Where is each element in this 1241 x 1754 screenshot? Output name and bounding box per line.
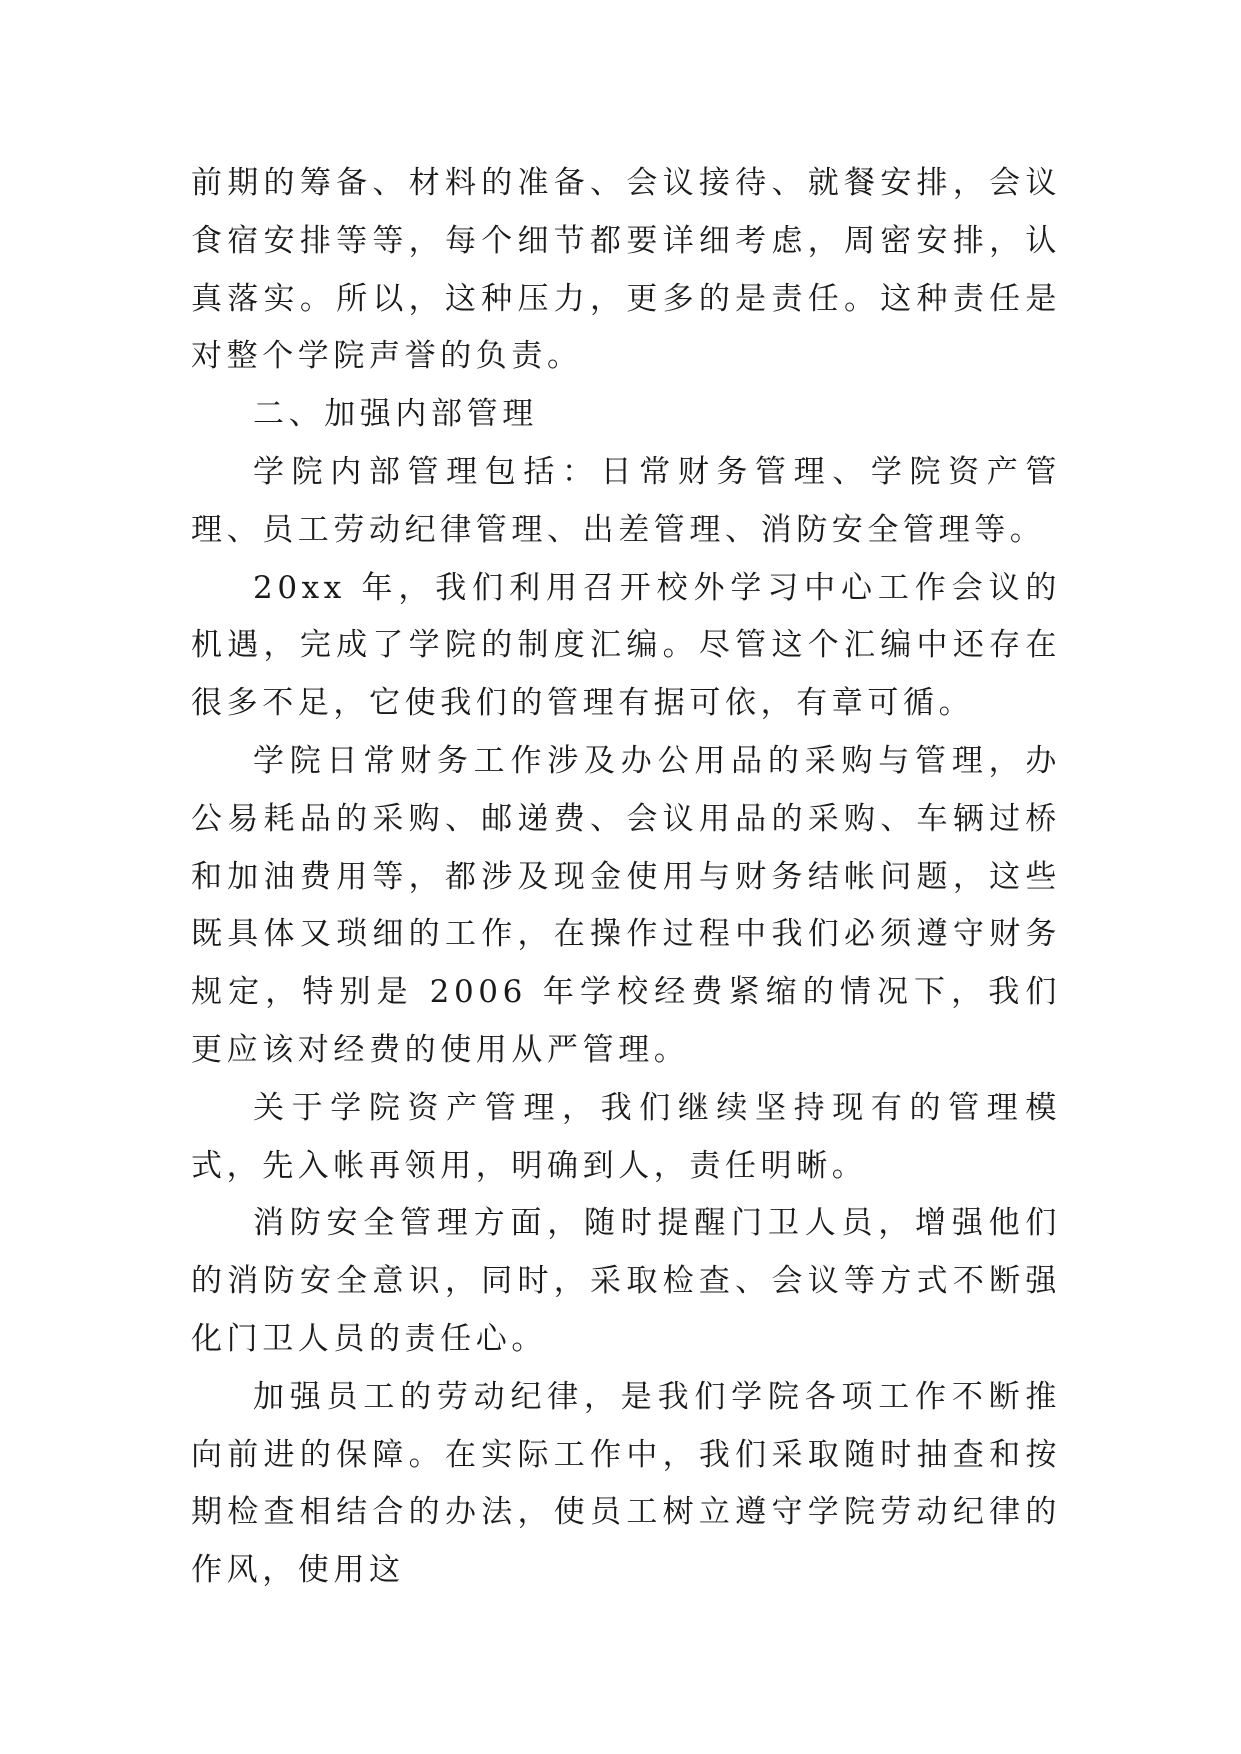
paragraph: 加强员工的劳动纪律，是我们学院各项工作不断推向前进的保障。在实际工作中，我们采取随时抽查和按期检查相结合的办法，使员工树立遵守学院劳动纪律的作风，使用这 <box>191 1378 1061 1589</box>
paragraph: 关于学院资产管理，我们继续坚持现有的管理模式，先入帐再领用，明确到人，责任明晰。 <box>191 1089 1061 1184</box>
paragraph: 学院内部管理包括：日常财务管理、学院资产管理、员工劳动纪律管理、出差管理、消防安全管理等。 <box>191 453 1061 548</box>
document-body <box>191 155 1061 1600</box>
paragraph: 消防安全管理方面，随时提醒门卫人员，增强他们的消防安全意识，同时，采取检查、会议等方式不断强化门卫人员的责任心。 <box>191 1205 1061 1357</box>
paragraph: 20xx 年，我们利用召开校外学习中心工作会议的机遇，完成了学院的制度汇编。尽管这个汇编中还存在很多不足，它使我们的管理有据可依，有章可循。 <box>191 569 1061 722</box>
paragraph-continuation: 前期的筹备、材料的准备、会议接待、就餐安排，会议食宿安排等等，每个细节都要详细考虑，周密安排，认真落实。所以，这种压力，更多的是责任。这种责任是对整个学院声誉的负责。 <box>191 165 1061 375</box>
paragraph: 学院日常财务工作涉及办公用品的采购与管理，办公易耗品的采购、邮递费、会议用品的采购、车辆过桥和加油费用等，都涉及现金使用与财务结帐问题，这些既具体又琐细的工作，在操作过程中我们必须遵守财务规定，特别是 2006 年学校经费紧缩的情况下，我们更应该对经费的使用从严管理。 <box>191 742 1061 1068</box>
section-heading: 二、加强内部管理 <box>253 396 538 433</box>
